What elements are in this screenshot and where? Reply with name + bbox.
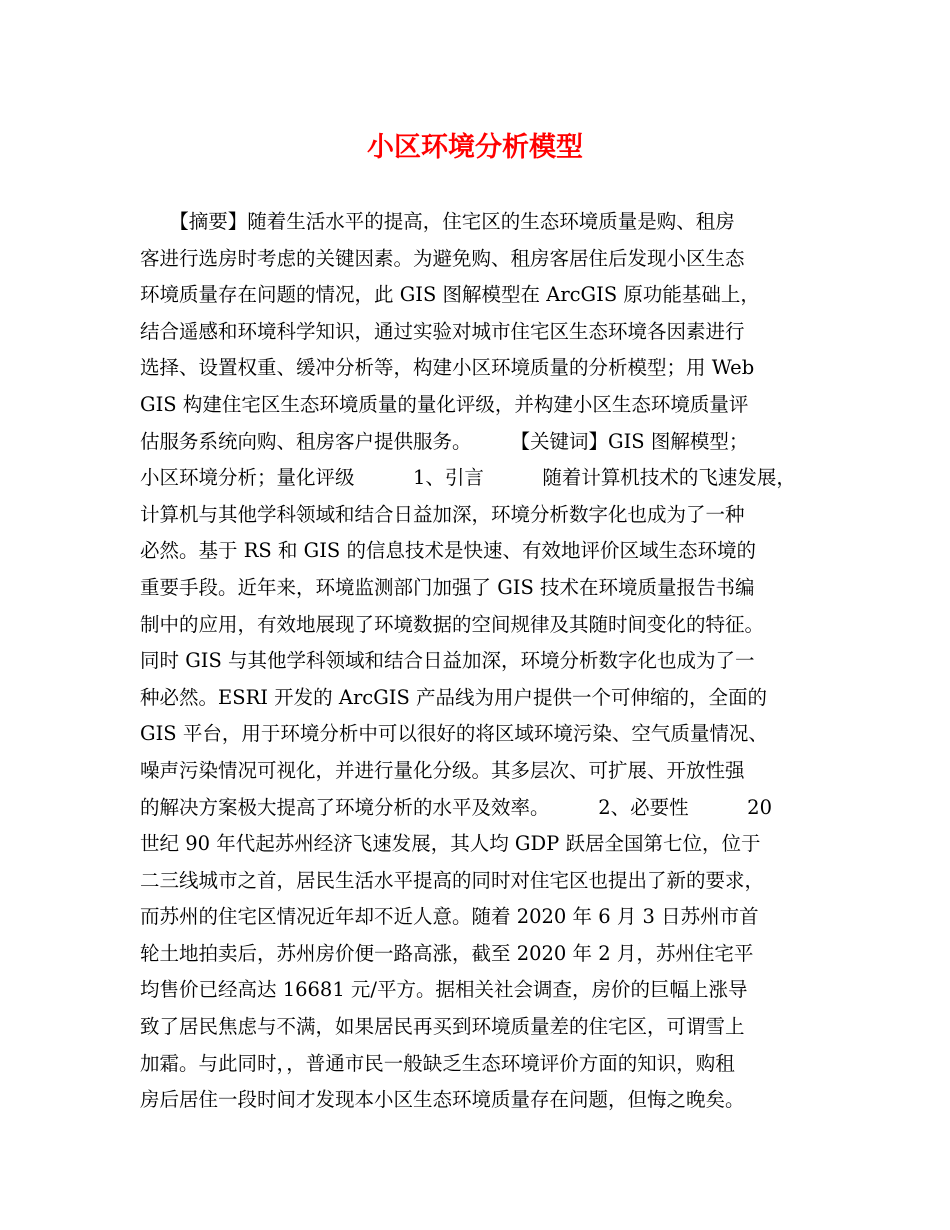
body-line: 环境质量存在问题的情况，此 GIS 图解模型在 ArcGIS 原功能基础上，: [140, 283, 760, 307]
body-line: 客进行选房时考虑的关键因素。为避免购、租房客居住后发现小区生态: [140, 246, 745, 270]
body-line: 轮土地拍卖后，苏州房价便一路高涨，截至 2020 年 2 月，苏州住宅平: [140, 941, 754, 965]
body-line: 重要手段。近年来，环境监测部门加强了 GIS 技术在环境质量报告书编: [140, 575, 755, 599]
body-line: 结合遥感和环境科学知识，通过实验对城市住宅区生态环境各因素进行: [140, 319, 745, 343]
body-line: 致了居民焦虑与不满，如果居民再买到环境质量差的住宅区，可谓雪上: [140, 1015, 745, 1039]
body-line: 必然。基于 RS 和 GIS 的信息技术是快速、有效地评价区域生态环境的: [140, 539, 756, 563]
body-line: 世纪 90 年代起苏州经济飞速发展，其人均 GDP 跃居全国第七位，位于: [140, 832, 761, 856]
body-line: 估服务系统向购、租房客户提供服务。 【关键词】GIS 图解模型；: [140, 429, 749, 453]
body-line: 同时 GIS 与其他学科领域和结合日益加深，环境分析数字化也成为了一: [140, 649, 755, 673]
body-line: 均售价已经高达 16681 元/平方。据相关社会调查，房价的巨幅上涨导: [140, 978, 748, 1002]
body-line: 房后居住一段时间才发现本小区生态环境质量存在问题，但悔之晚矣。: [140, 1088, 745, 1112]
document-body: [140, 204, 826, 1119]
body-line: 选择、设置权重、缓冲分析等，构建小区环境质量的分析模型；用 Web: [140, 356, 755, 380]
body-line: GIS 构建住宅区生态环境质量的量化评级，并构建小区生态环境质量评: [140, 392, 749, 416]
body-line: 的解决方案极大提高了环境分析的水平及效率。 2、必要性 20: [140, 795, 772, 819]
body-line: 噪声污染情况可视化，并进行量化分级。其多层次、可扩展、开放性强: [140, 758, 745, 782]
body-line: 种必然。ESRI 开发的 ArcGIS 产品线为用户提供一个可伸缩的，全面的: [140, 685, 768, 709]
body-line: 计算机与其他学科领域和结合日益加深，环境分析数字化也成为了一种: [140, 502, 745, 526]
body-line: 【摘要】随着生活水平的提高，住宅区的生态环境质量是购、租房: [140, 210, 735, 233]
body-line: GIS 平台，用于环境分析中可以很好的将区域环境污染、空气质量情况、: [140, 722, 768, 746]
body-line: 加霜。与此同时，，普通市民一般缺乏生态环境评价方面的知识，购租: [140, 1051, 735, 1075]
body-line: 二三线城市之首，居民生活水平提高的同时对住宅区也提出了新的要求，: [140, 868, 765, 892]
document-title: 小区环境分析模型: [367, 132, 583, 163]
body-line: 小区环境分析；量化评级 1、引言 随着计算机技术的飞速发展，: [140, 466, 796, 490]
body-line: 制中的应用，有效地展现了环境数据的空间规律及其随时间变化的特征。: [140, 612, 765, 636]
body-line: 而苏州的住宅区情况近年却不近人意。随着 2020 年 6 月 3 日苏州市首: [140, 905, 759, 929]
